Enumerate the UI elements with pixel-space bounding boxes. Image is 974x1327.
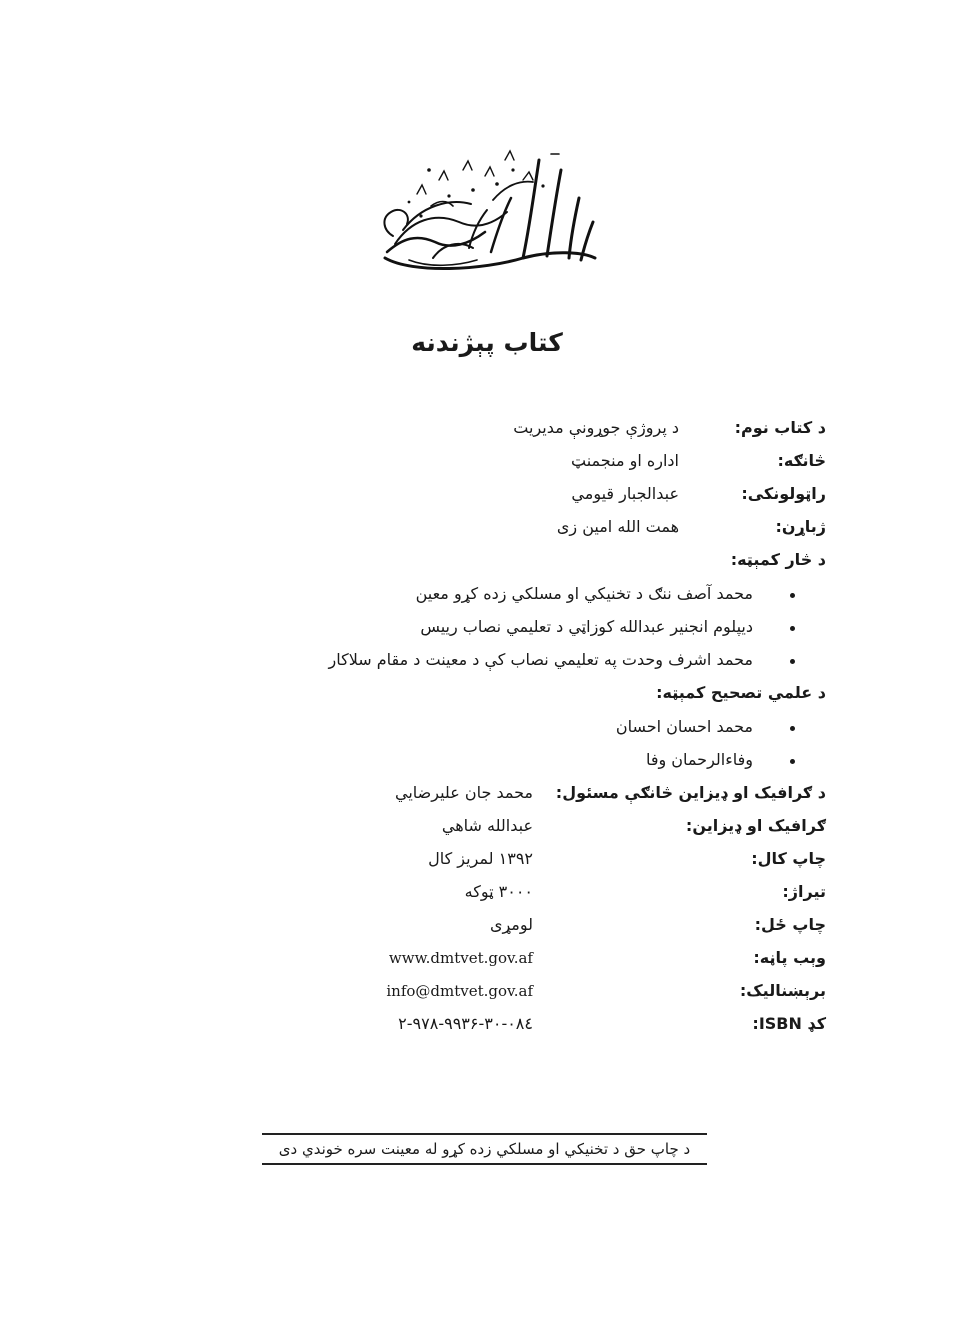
print-edition-value: لومړی [489,915,533,934]
print-year-value: ۱۳۹۲ لمریز کال [428,849,533,868]
circulation-label: تیراژ: [782,882,826,901]
book-name-label: د کتاب نوم: [734,418,826,437]
book-name-value: د پروژې جوړونې مدیریت [513,418,679,437]
website-label: وېب پاڼه: [753,948,826,967]
bullet-icon [790,659,795,664]
translator-value: همت الله امین زی [556,517,679,536]
supervision-member: دیپلوم انجنیر عبدالله کوزاټي د تعلیمي نصاب رییس [420,617,753,636]
bullet-icon [790,593,795,598]
supervision-committee-label: د څار کمېټه: [730,550,826,569]
print-year-label: چاپ کال: [751,849,826,868]
bullet-icon [790,726,795,731]
graphics-head-label: د ګرافیک او ډیزاین څانګې مسئول: [555,783,826,802]
field-label: څانګه: [777,451,826,470]
scientific-member: وفاءالرحمان وفا [645,750,753,769]
supervision-member: محمد آصف ننګ د تخنیکي او مسلکي زده کړو معین [415,584,753,603]
page-title: کتاب پېژندنه [411,328,563,357]
scientific-member: محمد احسان احسان [615,717,753,736]
isbn-value: ۹۷۸-۹۹۳۶-۳۰-۰۸٤-۲ [398,1014,533,1033]
print-edition-label: چاپ ځل: [754,915,826,934]
email-label: برېښنالیک: [739,981,826,1000]
basmala-calligraphy-icon [373,140,603,272]
compiler-value: عبدالجبار قیومي [571,484,679,503]
scientific-committee-label: د علمي تصحیح کمېټه: [656,683,826,702]
bullet-icon [790,626,795,631]
isbn-label: کډ ISBN: [752,1014,826,1033]
email-link[interactable]: info@dmtvet.gov.af [386,982,533,1000]
copyright-notice: د چاپ حق د تخنیکي او مسلکي زده کړو له معینت سره خوندي دی [262,1133,707,1165]
graphics-value: عبدالله شاهي [441,816,533,835]
graphics-label: ګرافیک او ډیزاین: [685,816,826,835]
compiler-label: راټولونکی: [741,484,826,503]
translator-label: ژباړن: [775,517,826,536]
bullet-icon [790,759,795,764]
supervision-member: محمد اشرف وحدت په تعلیمي نصاب کې د معینت د مقام سلاکار [328,650,753,669]
field-value: اداره او منجمنټ [571,451,679,470]
circulation-value: ۳۰۰۰ ټوکه [464,882,533,901]
website-link[interactable]: www.dmtvet.gov.af [388,949,533,967]
graphics-head-value: محمد جان علیرضایي [395,783,533,802]
